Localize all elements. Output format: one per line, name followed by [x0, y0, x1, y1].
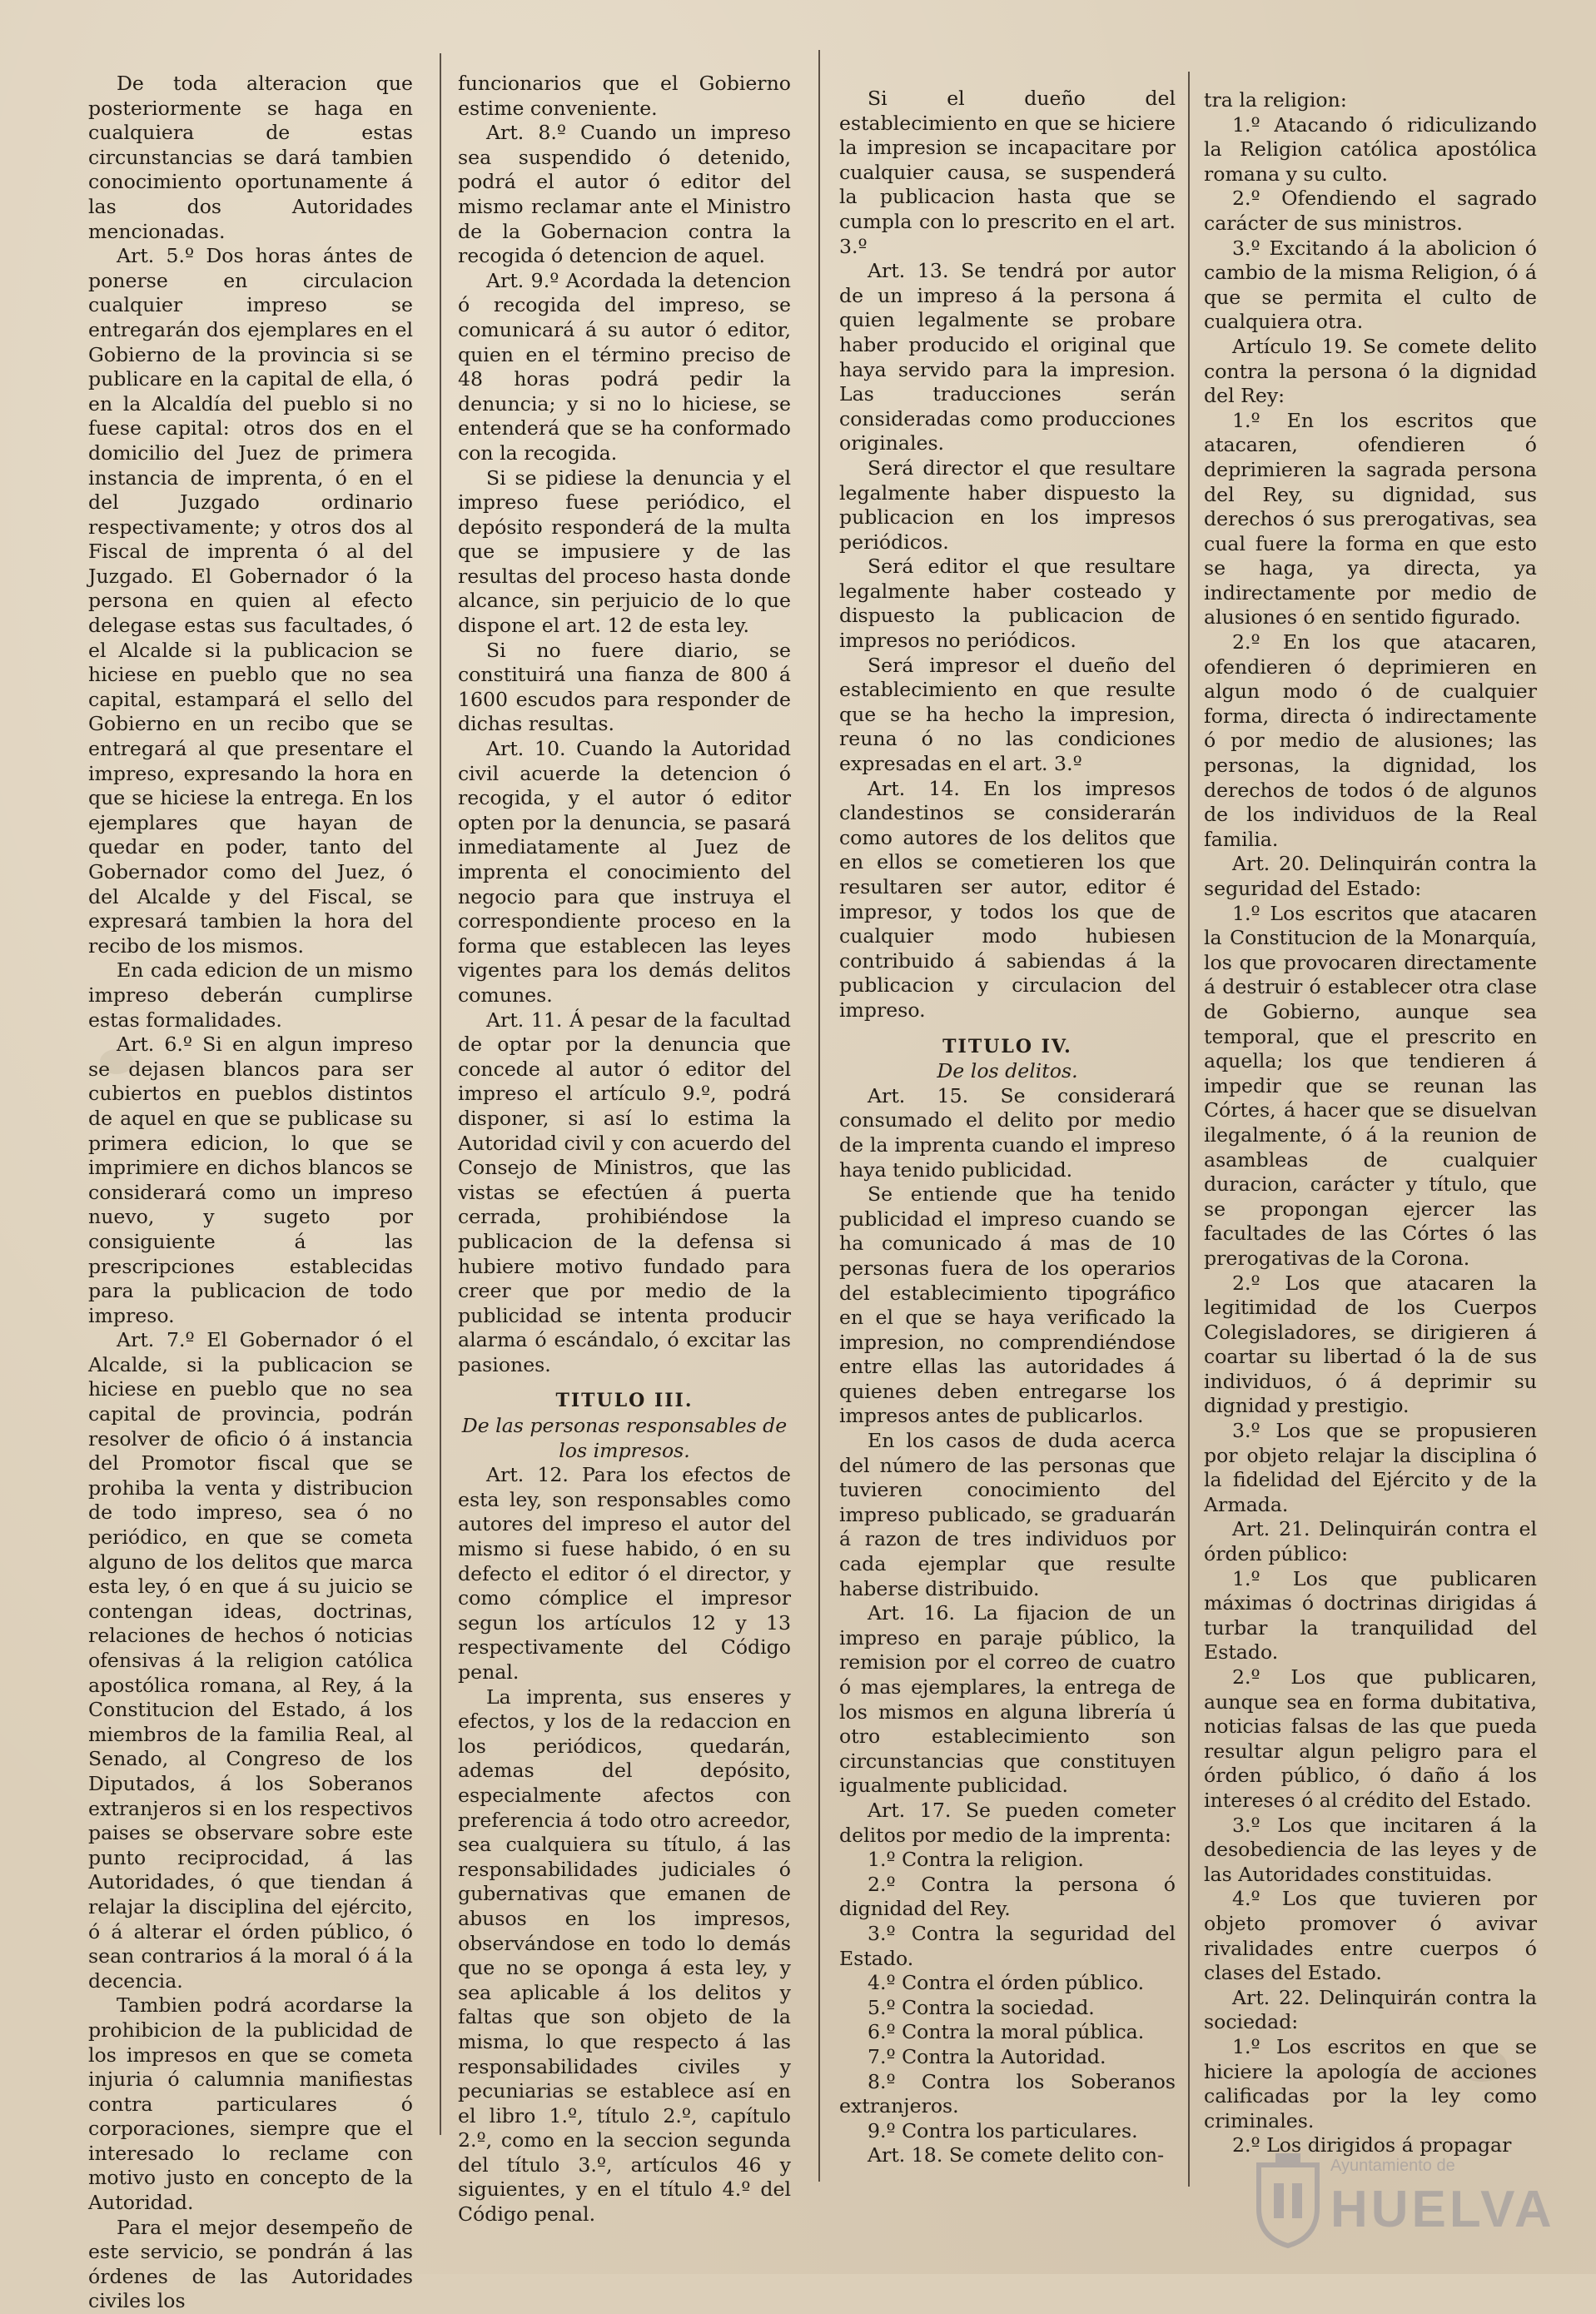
paragraph: 3.º Los que incitaren á la desobediencia de las leyes y de las Autoridades constituidas. [1204, 1813, 1537, 1886]
paragraph: Art. 22. Delinquirán contra la sociedad: [1204, 1985, 1537, 2034]
paragraph: Si se pidiese la denuncia y el impreso fuese periódico, el depósito responderá de la multa que se impusiere y de las resultas del proceso hasta donde alcance, sin perjuicio de lo que dispone el art. 12 de esta ley. [458, 465, 791, 638]
paragraph: Art. 5.º Dos horas ántes de ponerse en circulacion cualquier impreso se entregarán dos ejemplares en el Gobierno de la provincia si se publicare en la capital de ella, ó en la Alcaldía del pueblo si no fuese capital: otros dos en el domicilio del Juez de primera instancia de imprenta, ó en el del Juzgado ordinario respectivamente; y otros dos al Fiscal de imprenta ó al del Juzgado. El Gobernador ó la persona en quien al efecto delegase estas sus facultades, ó el Alcalde si la publicacion se hiciese en pueblo que no sea capital, estampará el sello del Gobierno en un recibo que se entregará al que presentare el impreso, expresando la hora en que se hiciese la entrega. En los ejemplares que hayan de quedar en poder, tanto del Gobernador como del Juez, ó del Alcalde y del Fiscal, se expresará tambien la hora del recibo de los mismos. [88, 244, 413, 958]
text-column-2 [458, 72, 791, 2227]
text-column-1 [88, 72, 413, 2313]
section-title: TITULO IV. [942, 1035, 1072, 1057]
paragraph: Art. 7.º El Gobernador ó el Alcalde, si la publicacion se hiciese en pueblo que no sea capital de provincia, podrán resolver de oficio ó á instancia del Promotor fiscal que se prohiba la venta y distribucion de todo impreso, sea ó no periódico, en que se cometa alguno de los delitos que marca esta ley, ó en que á su juicio se contengan ideas, doctrinas, relaciones de hechos ó noticias ofensivas á la religion católica apostólica romana, al Rey, á la Constitucion del Estado, á los miembros de la familia Real, al Senado, al Congreso de los Diputados, á los Soberanos extranjeros si en los respectivos paises se observare sobre este punto reciprocidad, á las Autoridades, ó que tiendan á relajar la disciplina del ejército, ó á alterar el órden público, ó sean contrarios á la moral ó á la decencia. [88, 1328, 413, 1993]
paragraph: Art. 17. Se pueden cometer delitos por medio de la imprenta: [839, 1798, 1176, 1847]
paragraph: Art. 16. La fijacion de un impreso en paraje público, la remision por el correo de cuatro ó mas ejemplares, la entrega de los mismos en alguna librería ú otro establecimiento son circunstancias que constituyen igualmente publicidad. [839, 1601, 1176, 1798]
paragraph: Art. 21. Delinquirán contra el órden público: [1204, 1517, 1537, 1566]
paragraph: Artículo 19. Se comete delito contra la persona ó la dignidad del Rey: [1204, 334, 1537, 408]
paragraph: Será editor el que resultare legalmente haber costeado y dispuesto la publicacion de impresos no periódicos. [839, 555, 1176, 653]
paragraph: 2.º Ofendiendo el sagrado carácter de sus ministros. [1204, 187, 1537, 235]
paragraph: 6.º Contra la moral pública. [868, 2020, 1145, 2044]
paragraph: Será impresor el dueño del establecimiento en que resulte que se ha hecho la impresion, reuna ó no las condiciones expresadas en el art. 3.º [839, 653, 1176, 776]
section-title: TITULO III. [555, 1390, 694, 1412]
paragraph: En los casos de duda acerca del número de las personas que tuvieren conocimiento del impreso publicado, se graduarán á razon de tres individuos por cada ejemplar que resulte haberse distribuido. [839, 1429, 1176, 1600]
paragraph: Art. 8.º Cuando un impreso sea suspendido ó detenido, podrá el autor ó editor del mismo reclamar ante el Ministro de la Gobernacion contra la recogida ó detencion de aquel. [458, 121, 791, 268]
paragraph: Art. 6.º Si en algun impreso se dejasen blancos para ser cubiertos en pueblos distintos de aquel en que se publicase su primera edicion, lo que se imprimiere en dichos blancos se considerará como un impreso nuevo, y sugeto por consiguiente á las prescripciones establecidas para la publicacion de todo impreso. [88, 1033, 413, 1327]
paragraph: 3.º Contra la seguridad del Estado. [839, 1921, 1176, 1970]
paragraph: 1.º Contra la religion. [868, 1848, 1084, 1872]
coat-of-arms-icon [1250, 2150, 1325, 2250]
paragraph: En cada edicion de un mismo impreso deberán cumplirse estas formalidades. [88, 958, 413, 1032]
section-subtitle: De las personas responsables de los impresos. [461, 1414, 788, 1462]
paragraph: 2.º Los que publicaren, aunque sea en forma dubitativa, noticias falsas de las que pueda resultar algun peligro para el órden público, ó daño á los intereses ó al crédito del Estado. [1204, 1665, 1537, 1812]
watermark-top-text: Ayuntamiento de [1330, 2157, 1455, 2175]
paragraph: 1.º Los que publicaren máximas ó doctrinas dirigidas á turbar la tranquilidad del Estado. [1204, 1566, 1537, 1665]
paragraph: 1.º En los escritos que atacaren, ofendieren ó deprimieren la sagrada persona del Rey, su dignidad, sus derechos ó sus prerogativas, sea cual fuere la forma en que esto se haga, ya directa, ya indirectamente por medio de alusiones ó en sentido figurado. [1204, 408, 1537, 630]
paragraph: 4.º Contra el órden público. [868, 1971, 1145, 1995]
paragraph: Art. 11. Á pesar de la facultad de optar por la denuncia que concede al autor ó editor del impreso el artículo 9.º, podrá disponer, si así lo estima la Autoridad civil y con acuerdo del Consejo de Ministros, que las vistas se efectúen á puerta cerrada, prohibiéndose la publicacion de la defensa si hubiere motivo fundado para creer que por medio de la publicidad se intenta producir alarma ó escándalo, ó excitar las pasiones. [458, 1008, 791, 1376]
paragraph: 5.º Contra la sociedad. [868, 1995, 1095, 2019]
text-column-3 [839, 87, 1176, 2193]
paragraph: Se entiende que ha tenido publicidad el impreso cuando se ha comunicado á mas de 10 personas fuera de los operarios del establecimiento tipográfico en el que se haya verificado la impresion, no comprendiéndose entre ellas las autoridades á quienes deben entregarse los impresos antes de publicarlos. [839, 1182, 1176, 1428]
paragraph: 3.º Excitando á la abolicion ó cambio de la misma Religion, ó á que se permita el culto de cualquiera otra. [1204, 236, 1537, 334]
paragraph: Art. 10. Cuando la Autoridad civil acuerde la detencion ó recogida, y el autor ó editor opten por la denuncia, se pasará inmediatamente al Juez de imprenta el conocimiento del negocio para que instruya el correspondiente proceso en la forma que establecen las leyes vigentes para los demás delitos comunes. [458, 737, 791, 1007]
paragraph: 1.º Los escritos en que se hiciere la apología de acciones calificadas por la ley como criminales. [1204, 2034, 1537, 2132]
paragraph: Será director el que resultare legalmente haber dispuesto la publicacion en los impresos periódicos. [839, 455, 1176, 554]
paragraph: 4.º Los que tuvieren por objeto promover ó avivar rivalidades entre cuerpos ó clases del Estado. [1204, 1887, 1537, 1985]
paragraph: Si el dueño del establecimiento en que se hiciere la impresion se incapacitare por cualquier causa, se suspenderá la publicacion hasta que se cumpla con lo prescrito en el art. 3.º [839, 87, 1176, 258]
paragraph: funcionarios que el Gobierno estime conveniente. [458, 72, 791, 120]
column-rule [818, 50, 820, 2182]
paragraph: Art. 12. Para los efectos de esta ley, son responsables como autores del impreso el autor del mismo si fuese habido, ó en su defecto el editor ó el director, y como cómplice el impresor segun los artículos 12 y 13 respectivamente del Código penal. [458, 1463, 791, 1684]
paragraph: Si no fuere diario, se constituirá una fianza de 800 á 1600 escudos para responder de dichas resultas. [458, 638, 791, 736]
paragraph: 1.º Los escritos que atacaren la Constitucion de la Monarquía, los que provocaren directamente á destruir ó establecer otra clase de Gobierno, aunque sea temporal, que el prescrito en aquella; los que tendieren á impedir que se reunan las Córtes, á hacer que se disuelvan ilegalmente, ó á la reunion de asambleas de cualquier duracion, carácter y título, que se propongan ejercer las facultades de las Córtes ó las prerogativas de la Corona. [1204, 901, 1537, 1270]
paragraph: tra la religion: [1204, 88, 1347, 112]
paragraph: Art. 13. Se tendrá por autor de un impreso á la persona á quien legalmente se probare haber producido el original que haya servido para la impresion. Las traducciones serán consideradas como producciones originales. [839, 259, 1176, 455]
paragraph: Art. 15. Se considerará consumado el delito por medio de la imprenta cuando el impreso haya tenido publicidad. [839, 1083, 1176, 1182]
paragraph: Art. 14. En los impresos clandestinos se considerarán como autores de los delitos que en ellos se cometieren los que resultaren ser autor, editor é impresor, y todos los que de cualquier modo hubiesen contribuido á sabiendas á la publicacion y circulacion del impreso. [839, 776, 1176, 1022]
paragraph: 1.º Atacando ó ridiculizando la Religion católica apostólica romana y su culto. [1204, 112, 1537, 186]
paragraph: 3.º Los que se propusieren por objeto relajar la disciplina ó la fidelidad del Ejército y de la Armada. [1204, 1419, 1537, 1516]
paragraph: Art. 9.º Acordada la detencion ó recogida del impreso, se comunicará á su autor ó editor, quien en el término preciso de 48 horas podrá pedir la denuncia; y si no lo hiciese, se entenderá que se ha conformado con la recogida. [458, 268, 791, 465]
paragraph: 2.º En los que atacaren, ofendieren ó deprimieren en algun modo ó de cualquier forma, directa ó indirectamente ó por medio de alusiones; las personas, la dignidad, los derechos de todos ó de algunos de los individuos de la Real familia. [1204, 630, 1537, 851]
paragraph: 8.º Contra los Soberanos extranjeros. [839, 2069, 1176, 2118]
paragraph: De toda alteracion que posteriormente se haga en cualquiera de estas circunstancias se dará tambien conocimiento oportunamente á las dos Autoridades mencionadas. [88, 72, 413, 243]
paragraph: Para el mejor desempeño de este servicio, se pondrán á las órdenes de las Autoridades civiles los [88, 2215, 413, 2313]
paragraph: 2.º Contra la persona ó dignidad del Rey. [839, 1872, 1176, 1921]
column-rule [1188, 72, 1190, 2187]
column-rule [440, 53, 441, 2135]
text-column-4 [1204, 88, 1537, 2195]
paragraph: Tambien podrá acordarse la prohibicion de la publicidad de los impresos en que se cometa injuria ó calumnia manifiestas contra particulares ó corporaciones, siempre que el interesado lo reclame con motivo justo en concepto de la Autoridad. [88, 1993, 413, 2215]
paragraph: 9.º Contra los particulares. [868, 2118, 1138, 2142]
paragraph: Art. 18. Se comete delito con- [868, 2143, 1165, 2167]
paragraph: 2.º Los que atacaren la legitimidad de los Cuerpos Colegisladores, se dirigieren á coartar su libertad ó la de sus individuos, ó á deprimir su dignidad y prestigio. [1204, 1271, 1537, 1418]
archive-watermark [1250, 2147, 1555, 2255]
watermark-main-text: HUELVA [1330, 2181, 1555, 2238]
paragraph: Art. 20. Delinquirán contra la seguridad del Estado: [1204, 852, 1537, 900]
paragraph: 2.º Los dirigidos á propagar [1232, 2133, 1512, 2157]
paragraph: La imprenta, sus enseres y efectos, y los de la redaccion en los periódicos, quedarán, ademas del depósito, especialmente afectos con preferencia á todo otro acreedor, sea cualquiera su título, á las responsabilidades judiciales ó gubernativas que emanen de abusos en los impresos, observándose en todo lo demás que no se oponga á esta ley, y sea aplicable á los delitos y faltas que son objeto de la misma, lo que respecto á las responsabilidades civiles y pecuniarias se establece así en el libro 1.º, título 2.º, capítulo 2.º, como en la seccion segunda del título 3.º, artículos 46 y siguientes, y en el título 4.º del Código penal. [458, 1684, 791, 2227]
section-subtitle: De los delitos. [937, 1059, 1078, 1083]
paragraph: 7.º Contra la Autoridad. [868, 2044, 1106, 2068]
